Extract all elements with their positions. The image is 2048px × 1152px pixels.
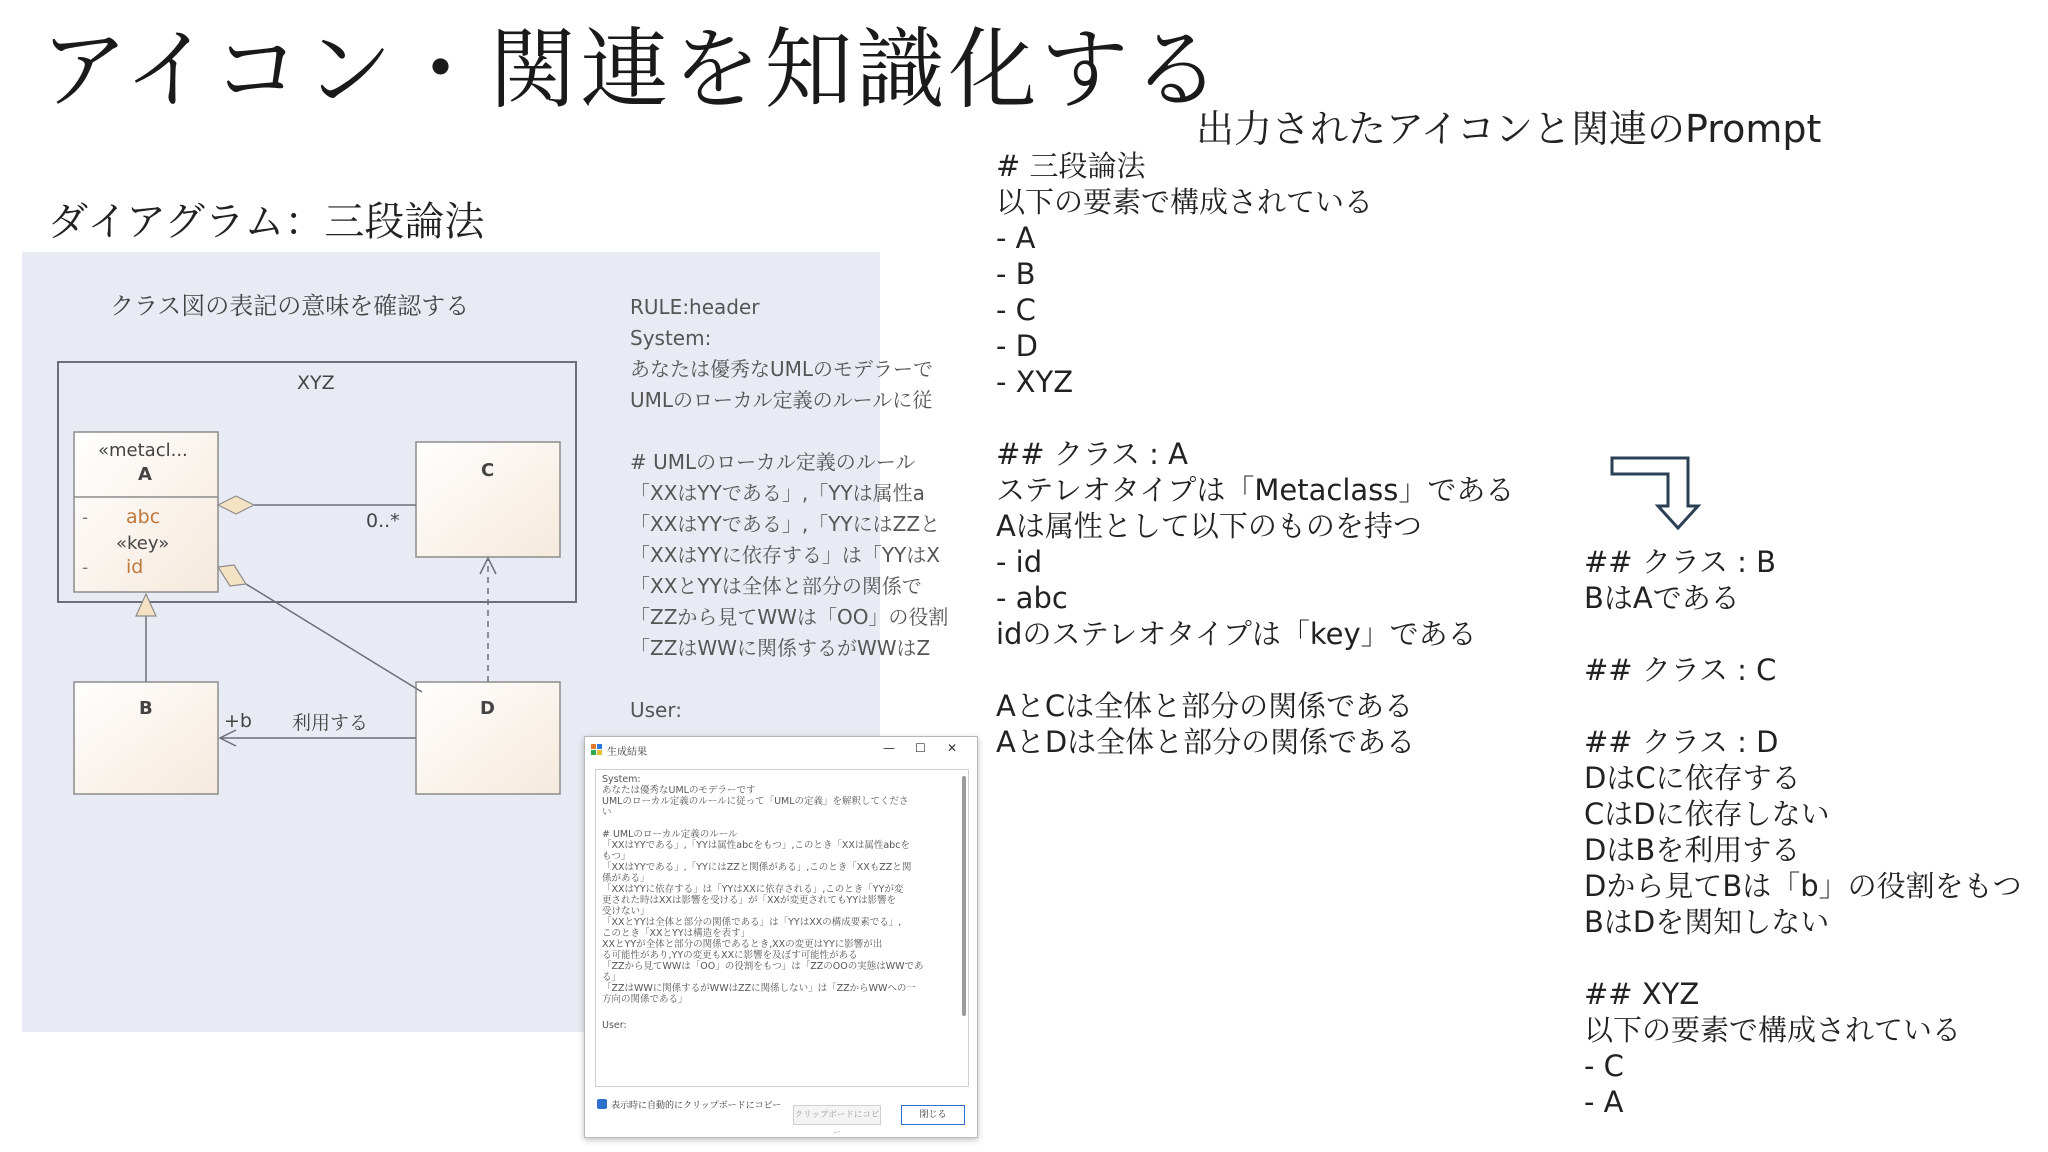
- dialog-line: UMLのローカル定義のルールに従って「UMLの定義」を解釈してくださ: [602, 796, 909, 807]
- class-a-attr1-visibility: -: [82, 508, 89, 528]
- rule-line: User:: [630, 698, 682, 722]
- copy-to-clipboard-button[interactable]: クリップボードにコピー: [793, 1105, 881, 1125]
- auto-copy-checkbox[interactable]: [597, 1099, 607, 1109]
- prompt-line: DはCに依存する: [1584, 761, 1801, 795]
- prompt-line: 以下の要素で構成されている: [1584, 1013, 1962, 1047]
- rule-line: UMLのローカル定義のルールに従: [630, 388, 933, 412]
- aggregation-a-d: [246, 584, 422, 692]
- prompt-line: ステレオタイプは「Metaclass」である: [996, 473, 1515, 507]
- dialog-line: User:: [602, 1020, 627, 1031]
- prompt-line: ## クラス : A: [996, 437, 1188, 471]
- rule-line: 「XXはYYに依存する」は「YYはX: [630, 543, 940, 567]
- prompt-line: ## クラス : C: [1584, 653, 1777, 687]
- dialog-line: もつ」: [602, 851, 631, 862]
- role-label: +b: [224, 710, 252, 732]
- rule-line: 「ZZはWWに関係するがWWはZ: [630, 636, 931, 660]
- class-b-name: B: [139, 698, 153, 719]
- dialog-line: 受けない」: [602, 906, 650, 917]
- minimize-icon[interactable]: —: [883, 741, 895, 755]
- slide-title: アイコン・関連を知識化する: [40, 18, 1225, 121]
- class-d-name: D: [480, 698, 495, 719]
- prompt-line: CはDに依存しない: [1584, 797, 1830, 831]
- dialog-line: 「ZZはWWに関係するがWWはZZに関係しない」は「ZZからWWへの一: [602, 983, 916, 994]
- prompt-line: - B: [996, 257, 1036, 291]
- close-icon[interactable]: ✕: [947, 741, 958, 755]
- prompt-line: AとDは全体と部分の関係である: [996, 725, 1416, 759]
- dialog-line: # UMLのローカル定義のルール: [602, 829, 738, 840]
- dialog-line: 係がある」: [602, 873, 650, 884]
- result-textbox[interactable]: [595, 769, 969, 1087]
- class-c-name: C: [481, 460, 495, 481]
- prompt-line: BはAである: [1584, 581, 1740, 615]
- diagram-label: ダイアグラム：三段論法: [48, 199, 485, 245]
- prompt-line: - C: [1584, 1049, 1624, 1083]
- rule-line: あなたは優秀なUMLのモデラーで: [630, 357, 934, 381]
- prompt-line: ## クラス : B: [1584, 545, 1777, 579]
- dialog-line: 「ZZから見てWWは「OO」の役割をもつ」は「ZZのOOの実態はWWであ: [602, 961, 924, 972]
- prompt-line: idのステレオタイプは「key」である: [996, 617, 1477, 651]
- class-a-stereotype: «metacl...: [98, 440, 188, 461]
- multiplicity-label: 0..*: [366, 510, 400, 532]
- prompt-line: - abc: [996, 581, 1068, 615]
- package-name: XYZ: [297, 372, 335, 394]
- dialog-scrollbar[interactable]: [962, 776, 966, 1016]
- prompt-line: DはBを利用する: [1584, 833, 1801, 867]
- auto-copy-label: 表示時に自動的にクリップボードにコピー: [611, 1101, 782, 1111]
- dialog-line: 「XXはYYである」,「YYは属性abcをもつ」,このとき「XXは属性abcを: [602, 840, 910, 851]
- prompt-line: BはDを関知しない: [1584, 905, 1830, 939]
- prompt-left-column: [996, 148, 1556, 768]
- prompt-line: Aは属性として以下のものを持つ: [996, 509, 1422, 543]
- class-a-name: A: [138, 464, 152, 485]
- class-a-attr1: abc: [126, 506, 161, 528]
- prompt-right-column: [1584, 544, 2044, 1134]
- prompt-line: # 三段論法: [996, 149, 1146, 183]
- prompt-title: 出力されたアイコンと関連のPrompt: [1196, 107, 1822, 151]
- class-a-attr2: id: [126, 556, 144, 578]
- rule-line: 「XXはYYである」,「YYは属性a: [630, 481, 925, 505]
- dialog-line: 「XXとYYは全体と部分の関係である」は「YYはXXの構成要素でる」,: [602, 917, 902, 928]
- dialog-line: 更された時はXXは影響を受ける」が「XXが変更されてもYYは影響を: [602, 895, 897, 906]
- class-a-attr2-stereotype: «key»: [116, 533, 170, 554]
- prompt-line: ## XYZ: [1584, 977, 1700, 1011]
- prompt-line: - id: [996, 545, 1043, 579]
- dialog-line: 方向の関係である」: [602, 994, 688, 1005]
- prompt-line: - A: [1584, 1085, 1624, 1119]
- rule-line: # UMLのローカル定義のルール: [630, 450, 916, 474]
- down-right-arrow-icon: [1610, 456, 1700, 530]
- prompt-line: - C: [996, 293, 1036, 327]
- dialog-line: る可能性があり,YYの変更もXXに影響を及ぼす可能性がある: [602, 950, 858, 961]
- rule-line: [630, 664, 880, 695]
- dialog-line: い: [602, 807, 612, 818]
- dialog-line: 「XXはYYである」,「YYにはZZと関係がある」,このとき「XXもZZと関: [602, 862, 912, 873]
- prompt-line: Dから見てBは「b」の役割をもつ: [1584, 869, 2022, 903]
- dialog-title: 生成結果: [607, 747, 647, 758]
- dialog-line: このとき「XXとYYは構造を表す」: [602, 928, 751, 939]
- rule-text-block: [630, 292, 949, 726]
- maximize-icon[interactable]: ☐: [915, 741, 926, 755]
- dialog-line: る」: [602, 972, 622, 983]
- prompt-line: AとCは全体と部分の関係である: [996, 689, 1414, 723]
- dialog-line: あなたは優秀なUMLのモデラーです: [602, 785, 756, 796]
- app-icon: [591, 744, 603, 756]
- class-a-attr2-visibility: -: [82, 558, 89, 578]
- rule-line: 「XXはYYである」,「YYにはZZと: [630, 512, 941, 536]
- prompt-line: - XYZ: [996, 365, 1074, 399]
- dialog-line: System:: [602, 774, 641, 785]
- rule-line: [630, 416, 880, 447]
- prompt-line: - A: [996, 221, 1036, 255]
- close-button[interactable]: 閉じる: [901, 1105, 965, 1125]
- rule-line: System:: [630, 326, 712, 350]
- dialog-line: XXとYYが全体と部分の関係であるとき,XXの変更はYYに影響が出: [602, 939, 883, 950]
- association-label: 利用する: [292, 712, 369, 734]
- dialog-title-bar[interactable]: [585, 737, 977, 765]
- prompt-line: ## クラス : D: [1584, 725, 1779, 759]
- prompt-line: 以下の要素で構成されている: [996, 185, 1374, 219]
- rule-line: 「XXとYYは全体と部分の関係で: [630, 574, 922, 598]
- diagram-heading: クラス図の表記の意味を確認する: [110, 292, 470, 320]
- prompt-line: - D: [996, 329, 1039, 363]
- dialog-line: 「XXはYYに依存する」は「YYはXXに依存される」,このとき「YYが変: [602, 884, 904, 895]
- rule-line: RULE:header: [630, 295, 760, 319]
- rule-line: 「ZZから見てWWは「OO」の役割: [630, 605, 949, 629]
- result-dialog: [584, 736, 978, 1138]
